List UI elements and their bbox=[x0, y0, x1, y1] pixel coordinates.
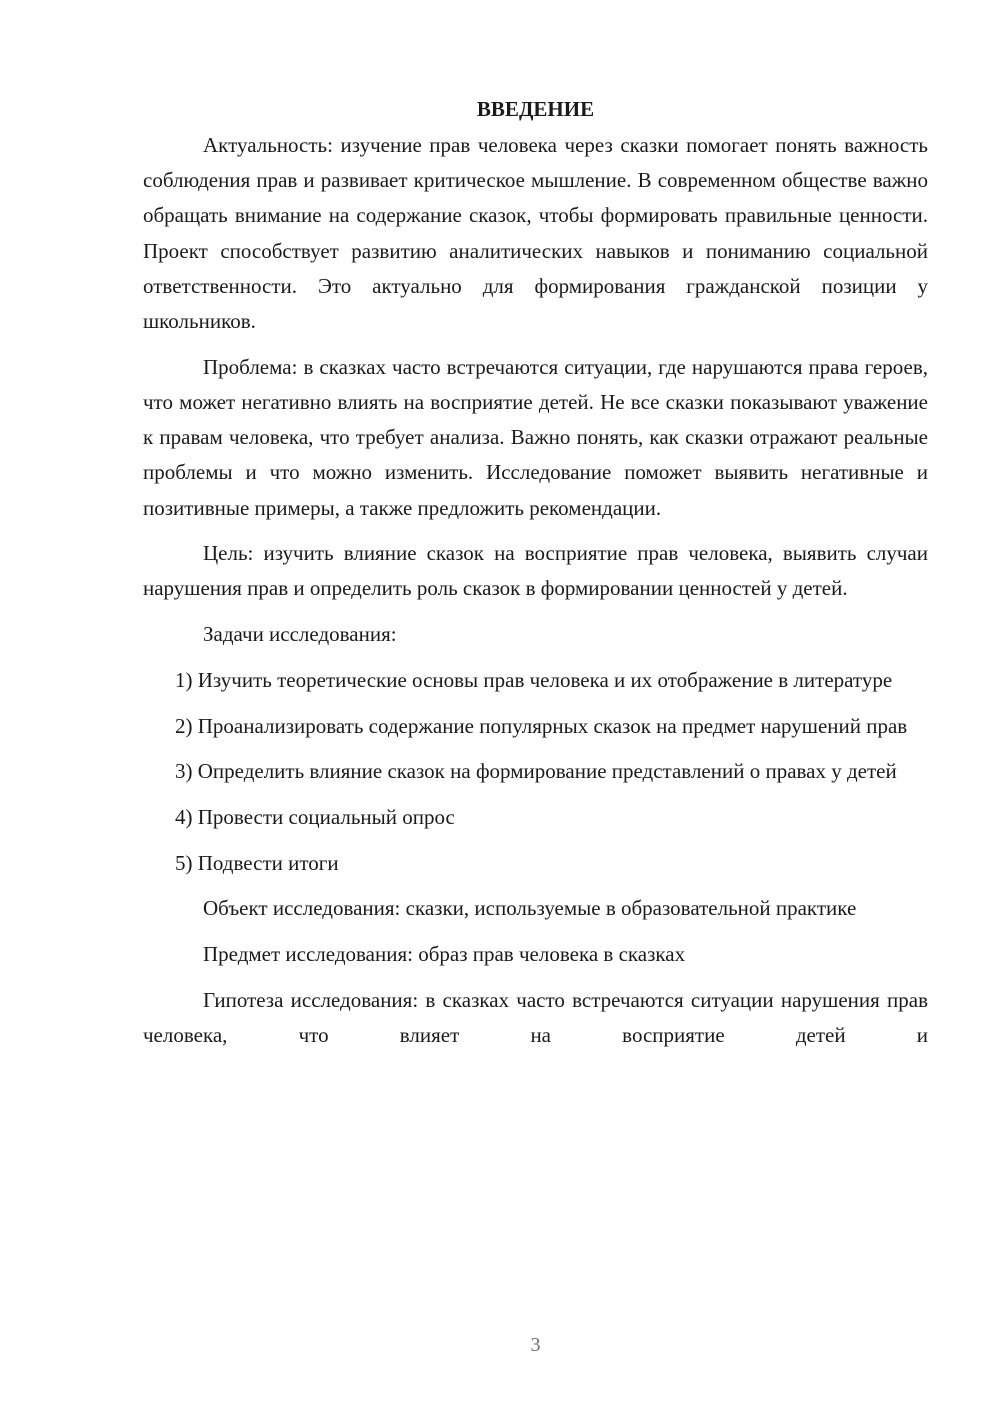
paragraph-relevance: Актуальность: изучение прав человека через сказки помогает понять важность соблюдения прав и развивает критическое мышление. В современном обществе важно обращать внимание на содержание сказок, чтобы формировать правильные ценности. Проект способствует развитию аналитических навыков и пониманию социальной ответственности. Это актуально для формирования гражданской позиции у школьников. bbox=[143, 133, 928, 334]
page-number: 3 bbox=[530, 1334, 541, 1356]
task-item-1: 1) Изучить теоретические основы прав человека и их отображение в литературе bbox=[175, 667, 893, 692]
paragraph-problem: Проблема: в сказках часто встречаются ситуации, где нарушаются права героев, что может негативно влиять на восприятие детей. Не все сказки показывают уважение к правам человека, что требует анализа. Важно понять, как сказки отражают реальные проблемы и что можно изменить. Исследование поможет выявить негативные и позитивные примеры, а также предложить рекомендации. bbox=[143, 354, 928, 520]
paragraph-subject: Предмет исследования: образ прав человека в сказках bbox=[203, 942, 686, 967]
paragraph-goal: Цель: изучить влияние сказок на восприятие прав человека, выявить случаи нарушения прав и определить роль сказок в формировании ценностей у детей. bbox=[143, 541, 928, 601]
tasks-heading: Задачи исследования: bbox=[203, 622, 397, 647]
task-item-4: 4) Провести социальный опрос bbox=[175, 804, 455, 829]
task-item-3: 3) Определить влияние сказок на формирование представлений о правах у детей bbox=[175, 759, 897, 784]
document-page bbox=[143, 92, 928, 1064]
task-item-2: 2) Проанализировать содержание популярных сказок на предмет нарушений прав bbox=[175, 713, 908, 738]
task-item-5: 5) Подвести итоги bbox=[175, 850, 339, 875]
paragraph-hypothesis: Гипотеза исследования: в сказках часто встречаются ситуации нарушения прав человека, что влияет на восприятие детей и bbox=[143, 987, 928, 1047]
paragraph-object: Объект исследования: сказки, используемые в образовательной практике bbox=[203, 896, 857, 921]
section-title: ВВЕДЕНИЕ bbox=[476, 97, 595, 121]
